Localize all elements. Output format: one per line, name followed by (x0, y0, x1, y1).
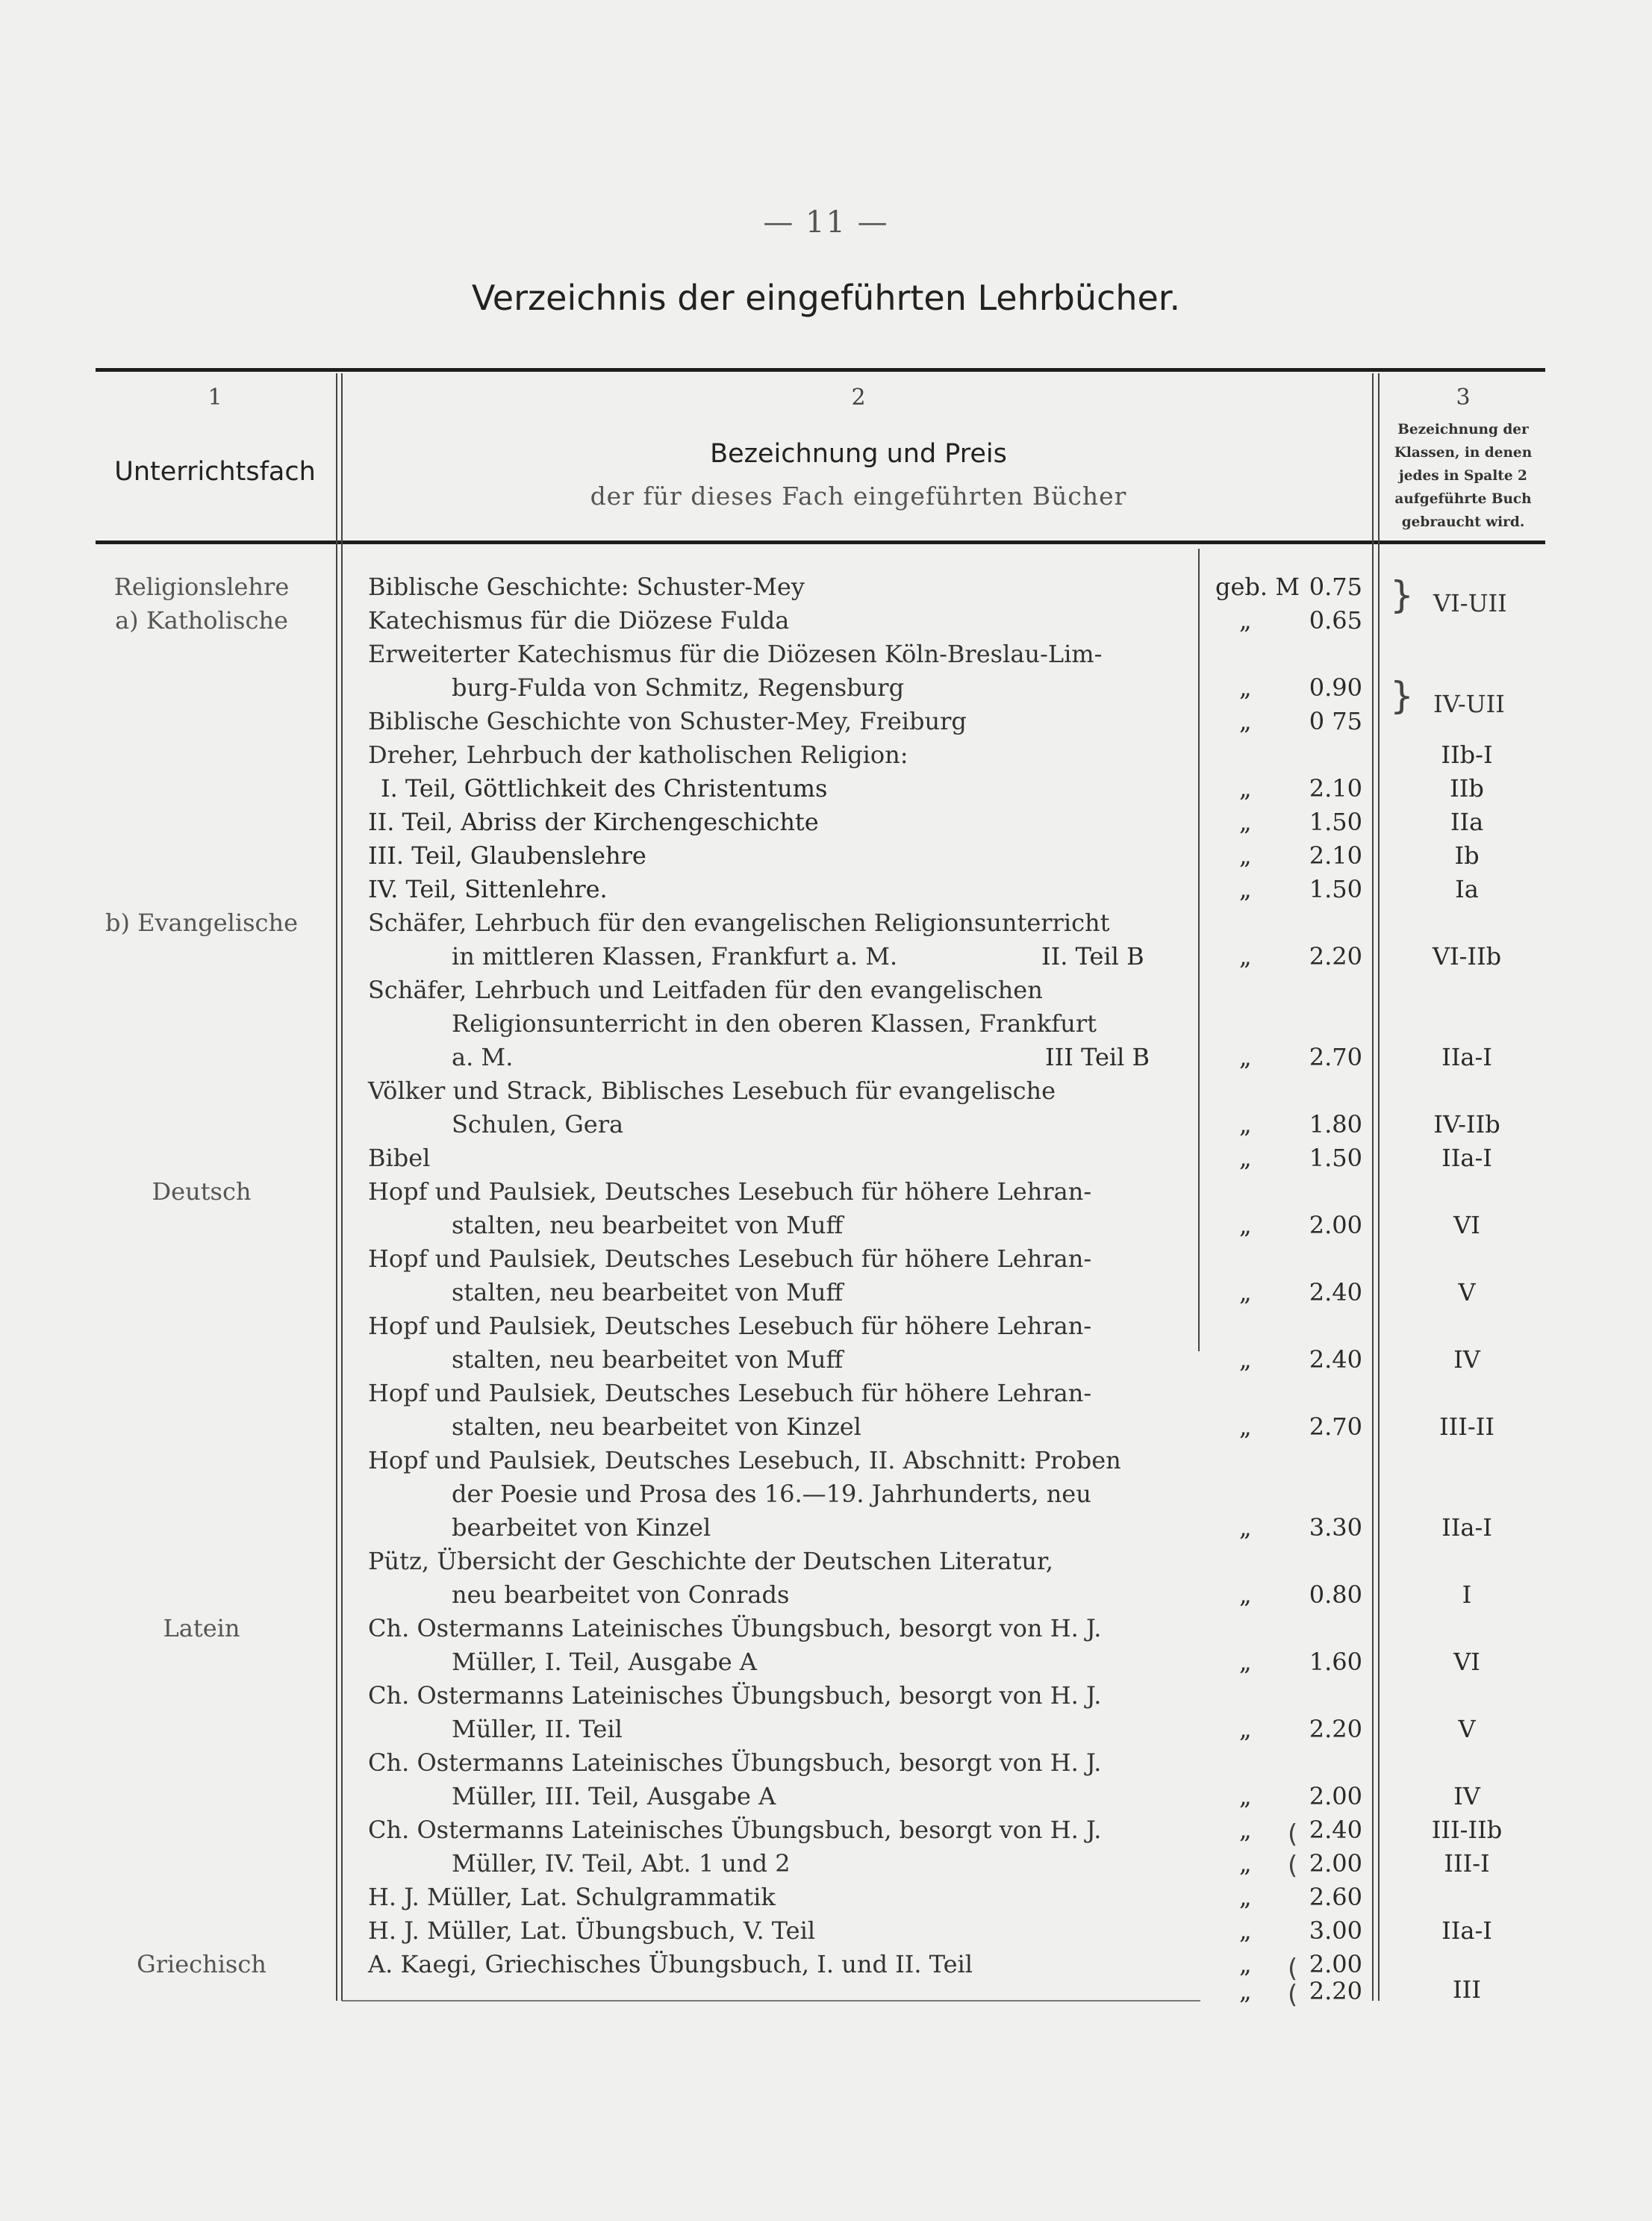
book-title: Erweiterter Katechismus für die Diözesen Köln-Breslau-Lim- (368, 640, 1103, 668)
book-part: III. Teil, Glaubenslehre (368, 841, 646, 870)
ditto-mark: „ (1239, 1580, 1252, 1609)
book-title: Pütz, Übersicht der Geschichte der Deutschen Literatur, (368, 1547, 1053, 1575)
class-range: IV-UII (1433, 690, 1505, 718)
ditto-mark: „ (1239, 673, 1252, 702)
book-part: I. Teil, Göttlichkeit des Christentums (381, 774, 828, 803)
book-title: Hopf und Paulsiek, Deutsches Lesebuch für höhere Lehran- (368, 1177, 1092, 1206)
class-range: I (1462, 1580, 1472, 1609)
ditto-mark: „ (1239, 1883, 1252, 1911)
price: 2.40 (1309, 1816, 1362, 1844)
class-range: Ia (1455, 875, 1479, 903)
book-title-cont: Müller, I. Teil, Ausgabe A (452, 1648, 757, 1676)
book-title-cont: Schulen, Gera (452, 1110, 624, 1138)
book-title-cont: Religionsunterricht in den oberen Klassen, Frankfurt (452, 1009, 1097, 1038)
ditto-mark: „ (1239, 1715, 1252, 1743)
book-title: Ch. Ostermanns Lateinisches Übungsbuch, besorgt von H. J. (368, 1681, 1102, 1710)
book-title: Biblische Geschichte: Schuster-Mey (368, 573, 805, 601)
price: 2.40 (1309, 1278, 1362, 1306)
class-range: VI (1453, 1648, 1480, 1676)
col3-header-line: Klassen, in denen (1394, 445, 1533, 461)
book-title-cont: der Poesie und Prosa des 16.—19. Jahrhunderts, neu (452, 1480, 1091, 1508)
paren-bracket: ( (1288, 1851, 1298, 1881)
book-title: Ch. Ostermanns Lateinisches Übungsbuch, besorgt von H. J. (368, 1614, 1102, 1642)
book-title-cont: Müller, II. Teil (452, 1715, 623, 1743)
class-range: III-I (1444, 1849, 1490, 1878)
ditto-mark: „ (1239, 1211, 1252, 1239)
price: 0.75 (1309, 573, 1362, 601)
page-number: — 11 — (763, 205, 889, 240)
price: 2.40 (1309, 1345, 1362, 1374)
book-title-cont: stalten, neu bearbeitet von Muff (452, 1211, 844, 1239)
book-title: Schäfer, Lehrbuch für den evangelischen Religionsunterricht (368, 909, 1110, 937)
ditto-mark: „ (1239, 942, 1252, 971)
book-title: Bibel (368, 1144, 431, 1172)
book-title: Völker und Strack, Biblisches Lesebuch für evangelische (368, 1077, 1056, 1105)
col2-subheader: der für dieses Fach eingeführten Bücher (590, 482, 1127, 511)
price: 2.70 (1309, 1412, 1362, 1441)
ditto-mark: „ (1239, 1278, 1252, 1306)
ditto-mark: „ (1239, 1816, 1252, 1844)
subject-greek: Griechisch (137, 1950, 266, 1978)
price: 2.20 (1309, 1977, 1362, 2005)
price: 2.70 (1309, 1043, 1362, 1071)
paren-bracket: ( (1288, 1819, 1298, 1849)
price: 3.30 (1309, 1513, 1362, 1542)
ditto-mark: „ (1239, 808, 1252, 836)
class-range: IIa (1450, 808, 1484, 836)
price: 2.10 (1309, 841, 1362, 870)
col2-header: Bezeichnung und Preis (710, 439, 1007, 469)
ditto-mark: „ (1239, 606, 1252, 635)
price: 3.00 (1309, 1916, 1362, 1945)
ditto-mark: „ (1239, 1977, 1252, 2005)
ditto-mark: „ (1239, 875, 1252, 903)
ditto-mark: „ (1239, 841, 1252, 870)
col3-number: 3 (1456, 384, 1471, 411)
price: 0.90 (1309, 673, 1362, 702)
class-range: Ib (1454, 841, 1480, 870)
book-title: Schäfer, Lehrbuch und Leitfaden für den evangelischen (368, 976, 1043, 1004)
ditto-mark: „ (1239, 1648, 1252, 1676)
subject-religion: Religionslehre (113, 573, 290, 601)
price: 0 75 (1309, 707, 1362, 735)
price: 1.50 (1309, 808, 1362, 836)
ditto-mark: „ (1239, 1144, 1252, 1172)
book-title-cont: stalten, neu bearbeitet von Kinzel (452, 1412, 861, 1441)
class-range: III-IIb (1431, 1816, 1503, 1844)
book-part: II. Teil B (1041, 942, 1144, 971)
paren-bracket: ( (1288, 1980, 1298, 2010)
ditto-mark: „ (1239, 1782, 1252, 1810)
book-title-cont: stalten, neu bearbeitet von Muff (452, 1345, 844, 1374)
subject-protestant: b) Evangelische (105, 909, 299, 937)
price: 2.20 (1309, 942, 1362, 971)
book-part: III Teil B (1045, 1043, 1150, 1071)
book-title: Biblische Geschichte von Schuster-Mey, Freiburg (368, 707, 967, 735)
book-title: Hopf und Paulsiek, Deutsches Lesebuch für höhere Lehran- (368, 1379, 1092, 1407)
book-part: II. Teil, Abriss der Kirchengeschichte (368, 808, 819, 836)
price: 1.80 (1309, 1110, 1362, 1138)
book-title: Katechismus für die Diözese Fulda (368, 606, 790, 635)
subject-catholic: a) Katholische (115, 606, 288, 635)
ditto-mark: „ (1239, 1412, 1252, 1441)
col3-header-line: jedes in Spalte 2 (1399, 468, 1527, 484)
book-title: Ch. Ostermanns Lateinisches Übungsbuch, besorgt von H. J. (368, 1748, 1102, 1777)
book-title: Hopf und Paulsiek, Deutsches Lesebuch, II. Abschnitt: Proben (368, 1446, 1121, 1474)
price: 2.60 (1309, 1883, 1362, 1911)
header-bottom-rule (96, 541, 1545, 544)
book-title: Hopf und Paulsiek, Deutsches Lesebuch für höhere Lehran- (368, 1245, 1092, 1273)
book-title: Dreher, Lehrbuch der katholischen Religion: (368, 741, 908, 769)
ditto-mark: „ (1239, 1110, 1252, 1138)
subject-latin: Latein (163, 1614, 240, 1642)
column-divider-1b (341, 373, 343, 2001)
subject-german: Deutsch (152, 1177, 252, 1206)
price: 2.00 (1309, 1849, 1362, 1878)
ditto-mark: „ (1239, 1513, 1252, 1542)
book-title-cont: bearbeitet von Kinzel (452, 1513, 711, 1542)
book-title: Hopf und Paulsiek, Deutsches Lesebuch für höhere Lehran- (368, 1312, 1092, 1340)
brace-symbol: } (1390, 573, 1414, 617)
book-title: Ch. Ostermanns Lateinisches Übungsbuch, besorgt von H. J. (368, 1816, 1102, 1844)
col3-header-line: aufgeführte Buch (1394, 491, 1532, 507)
class-range: IIa-I (1441, 1916, 1492, 1945)
class-range: IIb (1450, 774, 1484, 803)
class-range: VI (1453, 1211, 1480, 1239)
book-title: H. J. Müller, Lat. Schulgrammatik (368, 1883, 776, 1911)
class-range: IIa-I (1441, 1144, 1492, 1172)
class-range: V (1458, 1715, 1476, 1743)
price: 1.60 (1309, 1648, 1362, 1676)
price: 2.00 (1309, 1211, 1362, 1239)
column-divider-1 (336, 373, 337, 2001)
ditto-mark: „ (1239, 707, 1252, 735)
class-range: IV-IIb (1433, 1110, 1500, 1138)
col3-header-line: Bezeichnung der (1397, 422, 1529, 437)
book-title: A. Kaegi, Griechisches Übungsbuch, I. und II. Teil (368, 1950, 973, 1978)
class-range: IIa-I (1441, 1513, 1492, 1542)
price: 1.50 (1309, 875, 1362, 903)
col1-number: 1 (208, 384, 222, 411)
class-range: IV (1453, 1345, 1480, 1374)
class-range: IIb-I (1441, 741, 1493, 769)
price: 2.20 (1309, 1715, 1362, 1743)
col3-header (1381, 418, 1545, 534)
ditto-mark: „ (1239, 1950, 1252, 1978)
column-divider-2 (1372, 373, 1374, 2001)
ditto-mark: „ (1239, 1043, 1252, 1071)
class-range: III (1453, 1975, 1481, 2004)
price: 0.80 (1309, 1580, 1362, 1609)
book-title-cont: Müller, IV. Teil, Abt. 1 und 2 (452, 1849, 791, 1878)
price: 0.65 (1309, 606, 1362, 635)
price: 2.00 (1309, 1950, 1362, 1978)
price: 1.50 (1309, 1144, 1362, 1172)
book-title-cont: in mittleren Klassen, Frankfurt a. M. (452, 942, 898, 971)
book-title-cont: stalten, neu bearbeitet von Muff (452, 1278, 844, 1306)
class-range: III-II (1439, 1412, 1494, 1441)
class-range: V (1458, 1278, 1476, 1306)
book-title-cont: Müller, III. Teil, Ausgabe A (452, 1782, 776, 1810)
paren-bracket: ( (1288, 1954, 1298, 1984)
book-title-cont: a. M. (452, 1043, 514, 1071)
table-bottom-rule (342, 2000, 1200, 2002)
price: 2.00 (1309, 1782, 1362, 1810)
book-title-cont: neu bearbeitet von Conrads (452, 1580, 790, 1609)
book-part: IV. Teil, Sittenlehre. (368, 875, 608, 903)
ditto-mark: „ (1239, 1849, 1252, 1878)
page-title: Verzeichnis der eingeführten Lehrbücher. (471, 278, 1181, 318)
class-range: VI-IIb (1432, 942, 1502, 971)
col1-header: Unterrichtsfach (114, 457, 316, 487)
price: 2.10 (1309, 774, 1362, 803)
book-title: H. J. Müller, Lat. Übungsbuch, V. Teil (368, 1916, 816, 1945)
book-title-cont: burg-Fulda von Schmitz, Regensburg (452, 673, 905, 702)
col3-header-line: gebraucht wird. (1401, 514, 1525, 530)
ditto-mark: „ (1239, 1916, 1252, 1945)
column-divider-price (1198, 549, 1200, 1351)
ditto-mark: „ (1239, 1345, 1252, 1374)
table-top-rule (96, 368, 1545, 372)
price-prefix: geb. M (1215, 573, 1300, 601)
class-range: IIa-I (1441, 1043, 1492, 1071)
class-range: VI-UII (1433, 589, 1507, 617)
col2-number: 2 (851, 384, 866, 411)
class-range: IV (1453, 1782, 1480, 1810)
ditto-mark: „ (1239, 774, 1252, 803)
brace-symbol: } (1390, 674, 1414, 717)
column-divider-2b (1378, 373, 1380, 2001)
